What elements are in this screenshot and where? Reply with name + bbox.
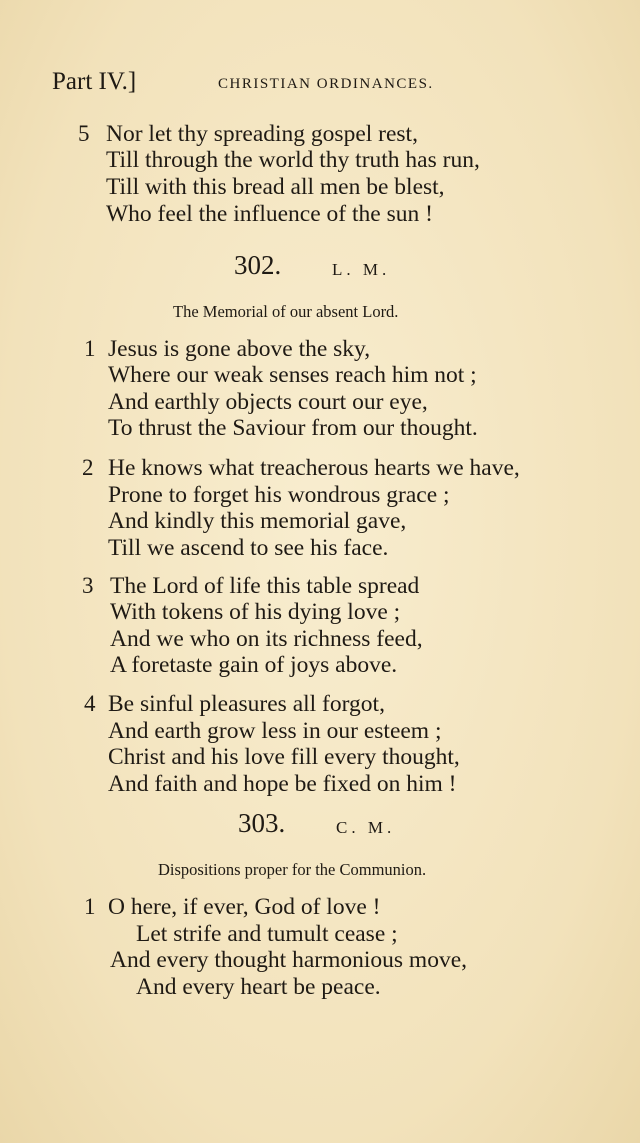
verse-line: The Lord of life this table spread [110,573,420,599]
hymn-meter: C. M. [336,818,396,837]
verse-line: And we who on its richness feed, [110,626,423,652]
verse-number: 4 [84,691,96,716]
verse-line: Where our weak senses reach him not ; [108,362,477,388]
hymn-number: 302. [234,250,282,280]
verse-line: Christ and his love fill every thought, [108,744,460,770]
verse-number: 1 [84,336,96,361]
verse-line: And kindly this memorial gave, [108,508,407,534]
verse-line: To thrust the Saviour from our thought. [108,415,478,441]
verse-line: He knows what treacherous hearts we have, [108,455,520,481]
verse-line: Till with this bread all men be blest, [106,174,445,200]
verse-line: And earthly objects court our eye, [108,389,428,415]
verse-line: A foretaste gain of joys above. [110,652,398,678]
verse-line: Jesus is gone above the sky, [108,336,371,362]
verse-line: And every heart be peace. [136,974,381,1000]
hymn-number: 303. [238,808,286,838]
verse-line: Prone to forget his wondrous grace ; [108,482,450,508]
verse-number: 5 [78,121,90,146]
verse-line: Let strife and tumult cease ; [136,921,398,947]
verse-number: 1 [84,894,96,919]
part-label: Part IV.] [52,68,137,95]
hymn-subtitle: Dispositions proper for the Communion. [158,860,427,879]
verse-line: Till we ascend to see his face. [108,535,389,561]
verse-line: Who feel the influence of the sun ! [106,201,433,227]
hymn-meter: L. M. [332,260,391,279]
running-header [52,68,492,102]
verse-number: 3 [82,573,94,598]
hymn-subtitle: The Memorial of our absent Lord. [173,302,399,321]
verse-line: Till through the world thy truth has run, [106,147,480,173]
verse-line: With tokens of his dying love ; [110,599,401,625]
verse-line: Nor let thy spreading gospel rest, [106,121,418,147]
verse-line: O here, if ever, God of love ! [108,894,381,920]
verse-line: And earth grow less in our esteem ; [108,718,442,744]
verse-number: 2 [82,455,94,480]
section-title: CHRISTIAN ORDINANCES. [218,76,434,92]
verse-line: And faith and hope be fixed on him ! [108,771,457,797]
verse-line: And every thought harmonious move, [110,947,468,973]
verse-line: Be sinful pleasures all forgot, [108,691,385,717]
